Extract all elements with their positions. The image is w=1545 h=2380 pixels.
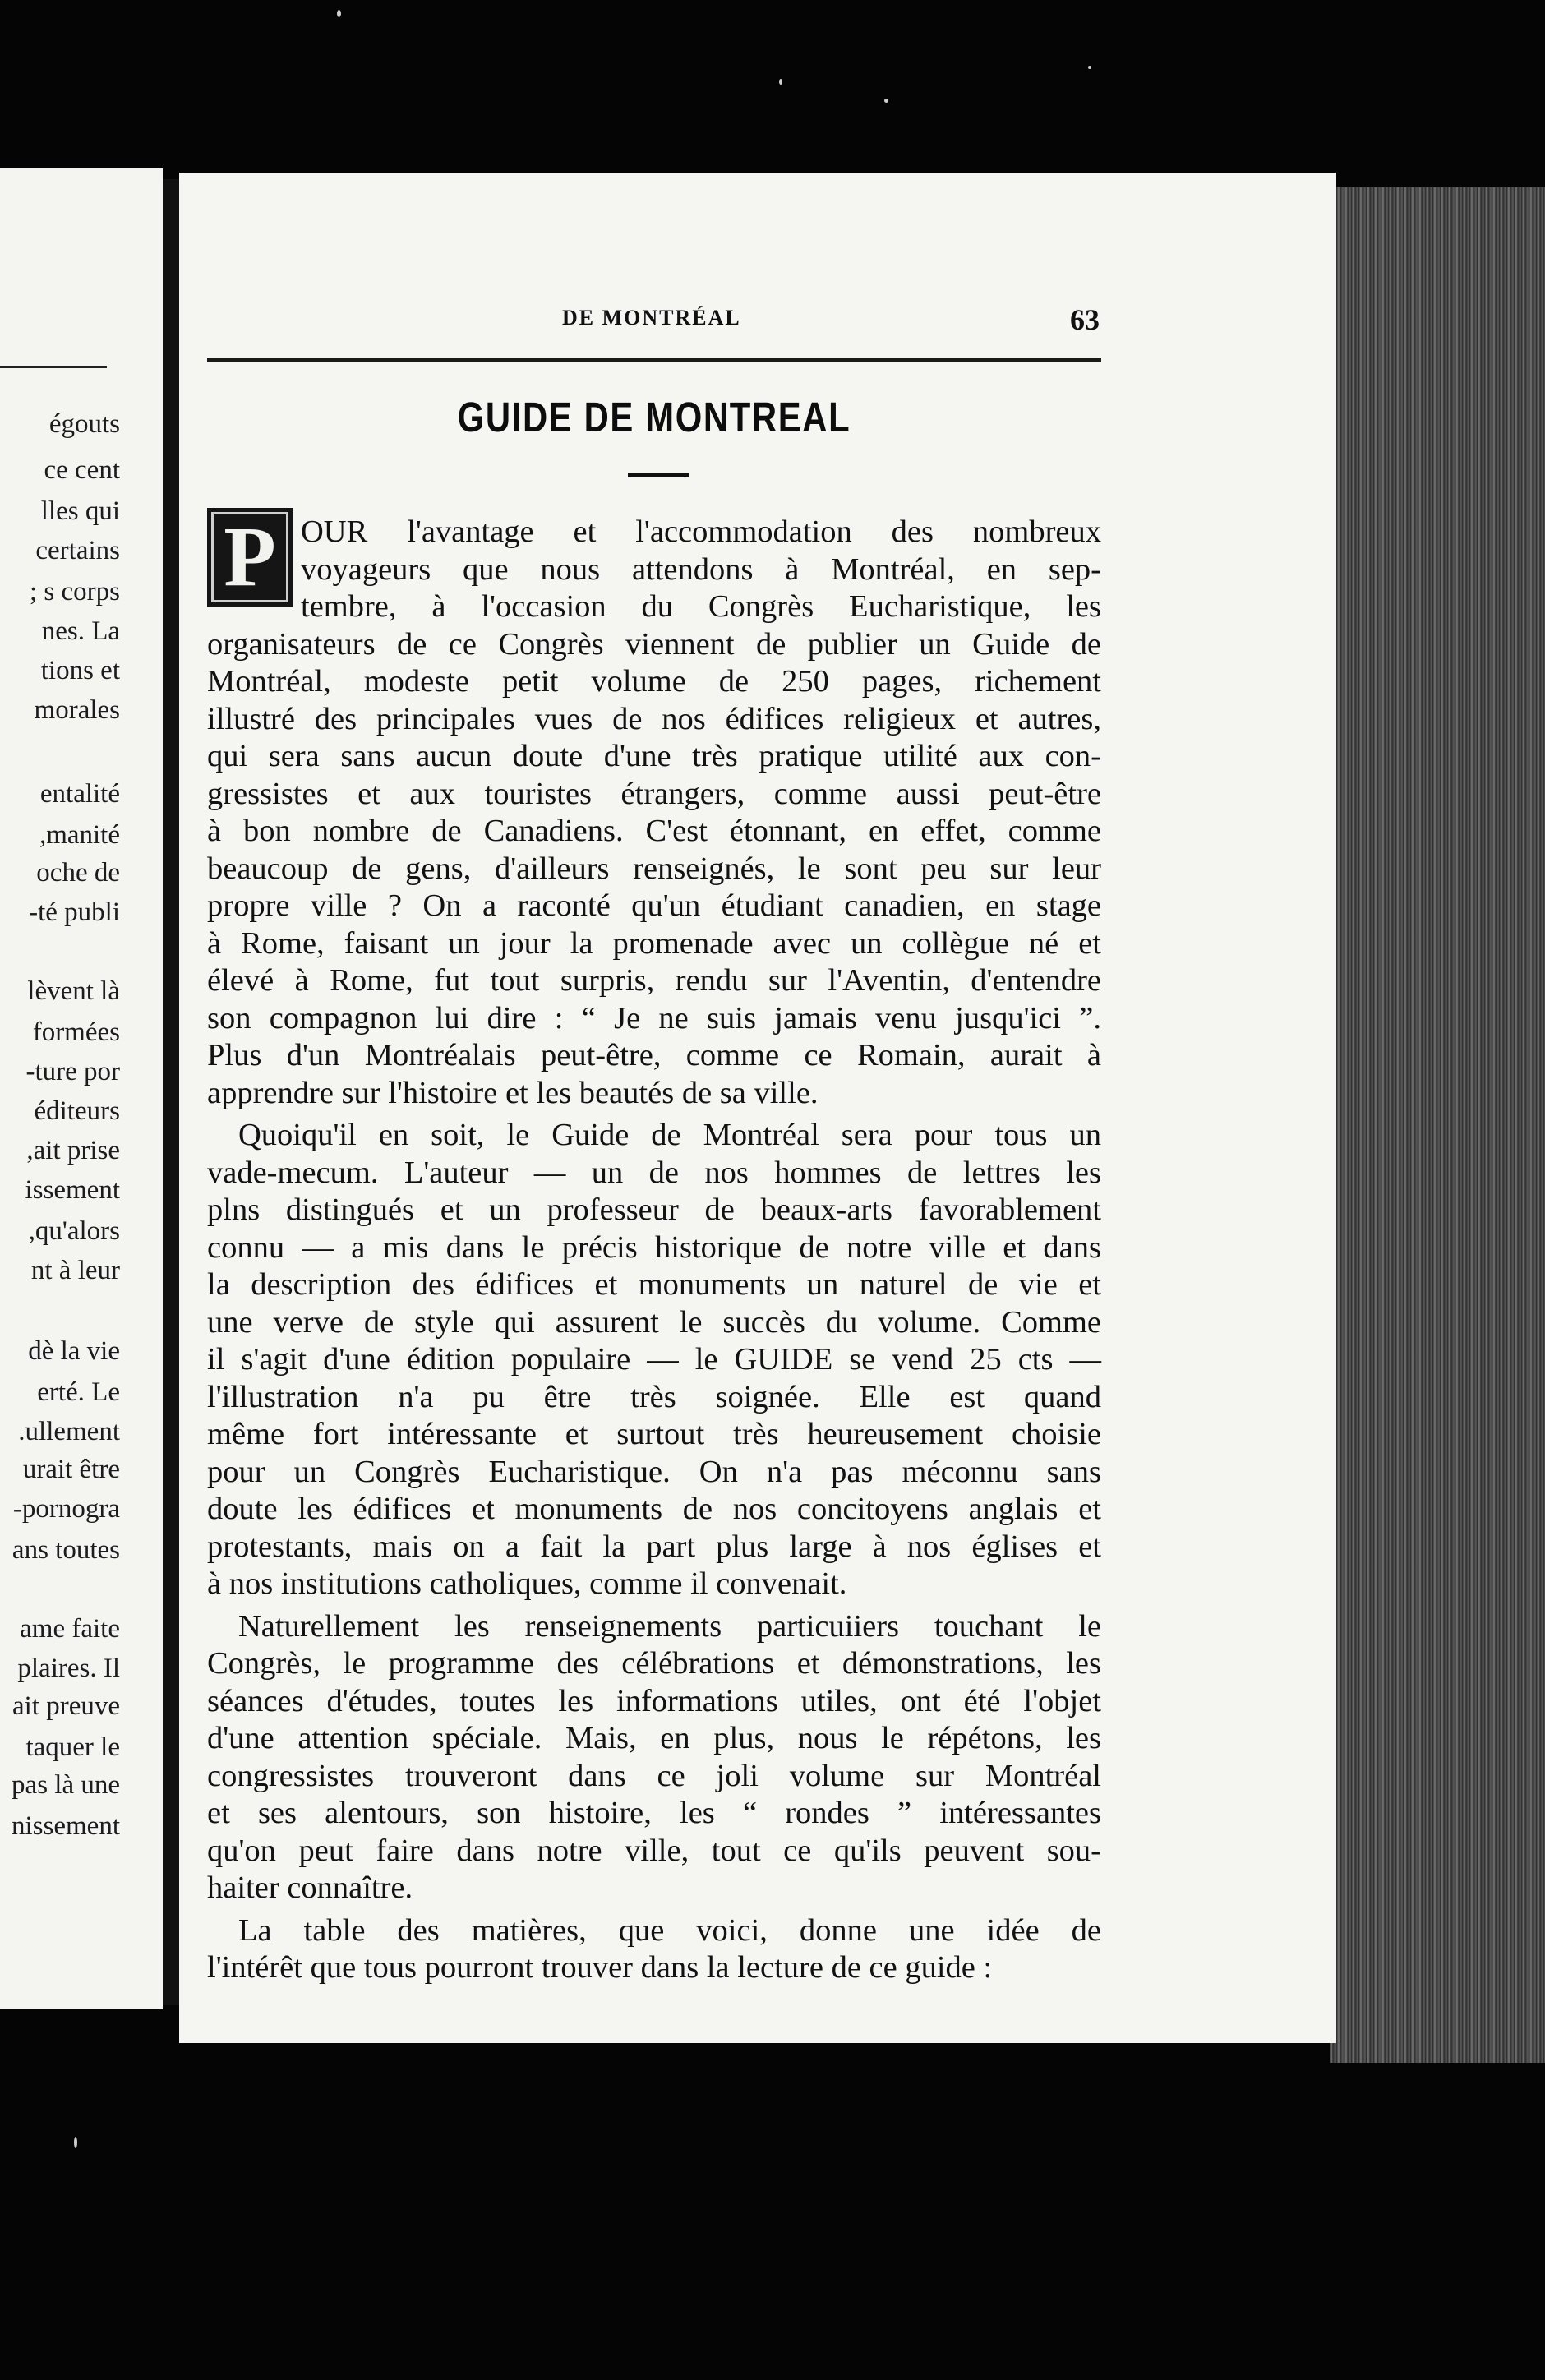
- body-text-line: Congrès, le programme des célébrations et démonstrations, les: [207, 1646, 1101, 1681]
- left-page-line: dè la vie: [28, 1338, 120, 1365]
- scan-speck: [74, 2137, 77, 2148]
- body-text-line: une verve de style qui assurent le succès du volume. Comme: [207, 1304, 1101, 1340]
- left-page-line: ait preuve: [12, 1693, 120, 1720]
- left-page-line: entalité: [39, 781, 120, 808]
- left-page-line: ait prise,: [26, 1137, 120, 1165]
- body-text-line: qui sera sans aucun doute d'une très pratique utilité aux con-: [207, 739, 1101, 773]
- left-page-line: té publi-: [29, 899, 120, 926]
- body-text-line: Montréal, modeste petit volume de 250 pages, richement: [207, 664, 1101, 699]
- body-text-line: tembre, à l'occasion du Congrès Eucharistique, les: [301, 589, 1101, 624]
- body-text-line: Quoiqu'il en soit, le Guide de Montréal sera pour tous un: [238, 1118, 1101, 1152]
- left-page-line: urait être: [22, 1456, 120, 1483]
- left-page-line: nt à leur: [30, 1257, 120, 1285]
- body-text-line: séances d'études, toutes les informations utiles, ont été l'objet: [207, 1683, 1101, 1718]
- article-title: GUIDE DE MONTREAL: [457, 394, 851, 440]
- body-text-line: connu — a mis dans le précis historique de notre ville et dans: [207, 1229, 1101, 1265]
- body-text-line: pour un Congrès Eucharistique. On n'a pas méconnu sans: [207, 1454, 1101, 1489]
- body-text-line: beaucoup de gens, d'ailleurs renseignés, le sont peu sur leur: [207, 851, 1101, 886]
- book-fore-edge: [1330, 187, 1545, 2063]
- left-page-line: nes. La: [41, 618, 120, 645]
- left-page-line: pas là une: [12, 1772, 120, 1799]
- left-page-line: erté. Le: [37, 1379, 120, 1406]
- body-text-line: voyageurs que nous attendons à Montréal, en sep-: [301, 551, 1101, 587]
- body-text-line: propre ville ? On a raconté qu'un étudiant canadien, en stage: [207, 888, 1101, 923]
- left-page-line: pornogra-: [12, 1496, 120, 1523]
- body-text-line: gressistes et aux touristes étrangers, comme aussi peut-être: [207, 776, 1101, 811]
- left-page-line: oche de: [36, 860, 120, 887]
- gutter: [163, 179, 179, 2005]
- body-text-line: à Rome, faisant un jour la promenade avec un collègue né et: [207, 925, 1101, 961]
- body-text-line: doute les édifices et monuments de nos concitoyens anglais et: [207, 1492, 1101, 1526]
- left-page-line: qu'alors,: [28, 1218, 120, 1245]
- body-text-line: congressistes trouveront dans ce joli volume sur Montréal: [207, 1758, 1101, 1793]
- body-text-line: à bon nombre de Canadiens. C'est étonnant, en effet, comme: [207, 814, 1101, 848]
- body-text-line: l'illustration n'a pu être très soignée. Elle est quand: [207, 1379, 1101, 1414]
- left-page-line: s corps ;: [30, 579, 120, 606]
- scan-speck: [779, 79, 782, 85]
- body-text-line: la description des édifices et monuments un naturel de vie et: [207, 1267, 1101, 1302]
- body-text-line: plns distingués et un professeur de beaux-arts favorablement: [207, 1192, 1101, 1227]
- left-page-line: plaires. Il: [17, 1655, 120, 1682]
- left-page-line: ullement.: [18, 1418, 120, 1446]
- left-page-line: formées: [32, 1019, 120, 1046]
- left-page-line: lèvent là: [27, 978, 120, 1005]
- header-rule: [207, 358, 1101, 362]
- left-page-line: certains: [35, 537, 120, 565]
- body-text-line: haiter connaître.: [207, 1870, 413, 1905]
- left-page-line: ce cent: [44, 457, 120, 484]
- body-text-line: vade-mecum. L'auteur — un de nos hommes de lettres les: [207, 1155, 1101, 1190]
- running-head: DE MONTRÉAL: [562, 306, 741, 330]
- left-page-line: égouts: [48, 411, 120, 438]
- left-page-line: morales: [34, 697, 120, 724]
- left-page-line: ture por-: [25, 1059, 120, 1086]
- body-text-line: d'une attention spéciale. Mais, en plus, nous le répétons, les: [207, 1721, 1101, 1755]
- body-text-line: Plus d'un Montréalais peut-être, comme ce Romain, aurait à: [207, 1038, 1101, 1072]
- drop-cap-initial: P: [207, 508, 293, 607]
- left-page-line: taquer le: [25, 1734, 120, 1761]
- scan-speck: [337, 10, 341, 17]
- body-text-line: organisateurs de ce Congrès viennent de publier un Guide de: [207, 626, 1101, 662]
- title-rule: [628, 473, 689, 477]
- body-text-line: même fort intéressante et surtout très heureusement choisie: [207, 1417, 1101, 1451]
- scan-speck: [1088, 66, 1091, 69]
- scan-speck: [884, 99, 888, 103]
- body-text-line: son compagnon lui dire : “ Je ne suis jamais venu jusqu'ici ”.: [207, 1000, 1101, 1035]
- left-page-line: issement: [25, 1177, 120, 1204]
- body-text-line: La table des matières, que voici, donne une idée de: [238, 1912, 1101, 1948]
- left-page-line: nissement: [12, 1813, 120, 1840]
- left-page-line: éditeurs: [34, 1098, 120, 1125]
- body-text-line: élevé à Rome, fut tout surpris, rendu sur l'Aventin, d'entendre: [207, 963, 1101, 998]
- left-page-line: tions et: [40, 657, 120, 685]
- left-page-line: ame faite: [20, 1616, 120, 1643]
- body-text-line: OUR l'avantage et l'accommodation des nombreux: [301, 514, 1101, 549]
- body-text-line: il s'agit d'une édition populaire — le GUIDE se vend 25 cts —: [207, 1342, 1101, 1377]
- left-page-line: lles qui: [40, 498, 120, 525]
- body-text-line: l'intérêt que tous pourront trouver dans la lecture de ce guide :: [207, 1950, 993, 1985]
- left-page-line: manité,: [39, 822, 120, 849]
- body-text-line: illustré des principales vues de nos édifices religieux et autres,: [207, 701, 1101, 736]
- left-page-rule: [0, 366, 107, 368]
- page-number: 63: [1070, 303, 1100, 336]
- body-text-line: à nos institutions catholiques, comme il convenait.: [207, 1566, 847, 1601]
- body-text-line: protestants, mais on a fait la part plus large à nos églises et: [207, 1529, 1101, 1564]
- body-text-line: qu'on peut faire dans notre ville, tout ce qu'ils peuvent sou-: [207, 1833, 1101, 1868]
- left-page: [0, 168, 163, 2009]
- body-text-line: et ses alentours, son histoire, les “ rondes ” intéressantes: [207, 1796, 1101, 1830]
- body-text-line: Naturellement les renseignements particuiiers touchant le: [238, 1608, 1101, 1644]
- left-page-line: ans toutes: [12, 1537, 120, 1564]
- body-text-line: apprendre sur l'histoire et les beautés de sa ville.: [207, 1075, 819, 1110]
